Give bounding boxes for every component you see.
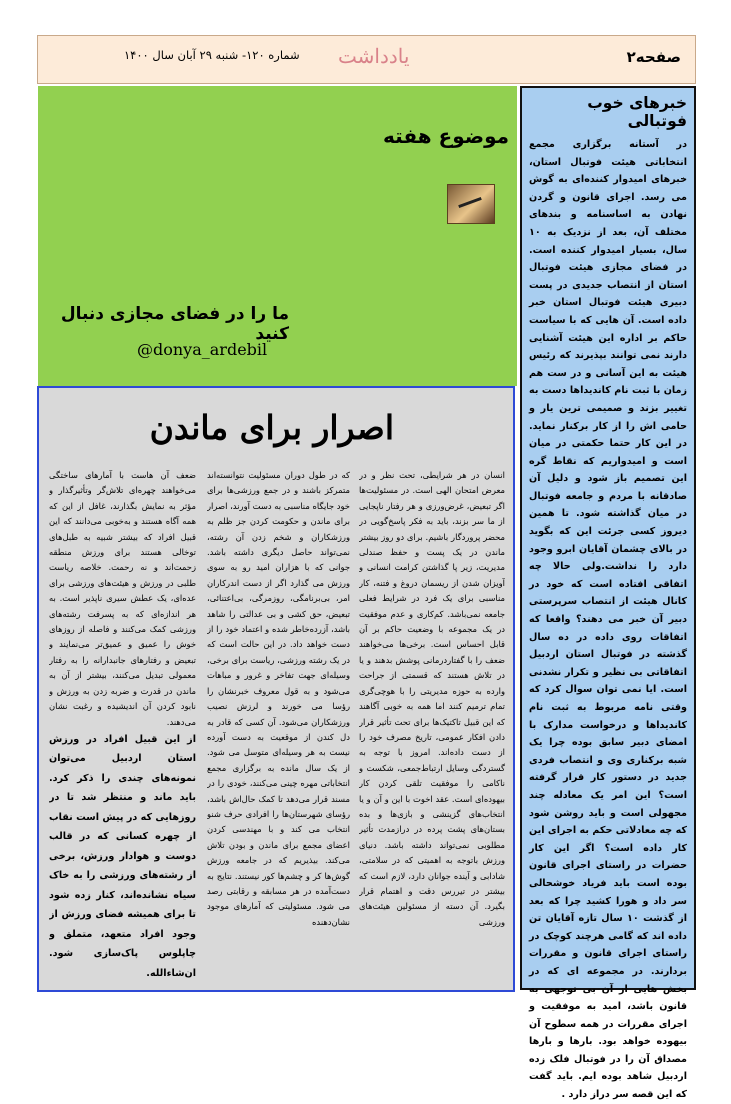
article-box bbox=[37, 386, 515, 992]
sidebar-news-box bbox=[520, 86, 696, 1101]
topic-heading: موضوع هفته bbox=[383, 124, 509, 148]
section-title: یادداشت bbox=[338, 44, 410, 68]
topic-box bbox=[38, 86, 517, 386]
follow-tagline: ما را در فضای مجازی دنبال کنید bbox=[60, 304, 289, 344]
article-column-1-text: انسان در هر شرایطی، تحت نظر و در معرض امتحان الهی است. در مسئولیت‌ها اگر تبعیض، غرض‌ورزی و هر رفتار ناپجایی از ما سر بزند، باید به فکر پاسخ‌گویی در محضر پروردگار باشیم. برای دو روز بیشتر ماندن در یک پست و حفظ صندلی مدیریت، زیر پا گذاشتن کرامت انسانی و آویزان شدن از ریسمان دروغ و فتنه، کار مناسبی برای یک فرد در شرایط فعلی جامعه نمی‌باشد. کم‌کاری و عدم موفقیت در یک مجموعه با وضعیت حاکم بر آن قابل احساس است. برخی‌ها می‌خواهند ضعف را با گفتاردرمانی پوشش بدهند و یا در تلاش هستند که قسمتی از جراحت وارده به حوزه مدیریتی را با هوچی‌گری تمام ترمیم کنند اما همه به خوبی آگاهند که این قبیل تاکتیک‌ها برای تحت تأثیر قرار دادن افکار عمومی، تاریخ مصرف خود را از دست داده‌اند. امروز با توجه به گستردگی وسایل ارتباط‌جمعی، شکست و ناکامی را موفقیت تلقی کردن کار بیهوده‌ای است. عقد اخوت با این و آن و یا انتخاب‌های گزینشی و بازی‌ها و بده بستان‌های پشت پرده در درازمدت تأثیر مطلوبی نمی‌تواند داشته باشد. دنیای ورزش باتوجه به اهمیتی که در سلامتی، شادابی و آینده جوانان دارد، لازم است که بیشتر در تیررس دقت و اهتمام قرار بگیرد. آن دسته از مسئولین هیئت‌های ورزشی bbox=[359, 470, 505, 927]
sidebar-body: در آستانه برگزاری مجمع انتخاباتی هیئت فوتبال استان، خبرهای امیدوار کننده‌ای به گوش می رسد. اجرای قانون و گردن نهادن به اساسنامه و بندهای مختلف آن، بعد از نزدیک به ۱۰ سال، بسیار امیدوار کننده است. در فضای مجازی هیئت فوتبال استان از انتصاب جدیدی در پست دبیری هیئت فوتبال استان خبر داده است. آن هایی که با سیاست حاکم بر اداره این هیئت آشنایی دارند نمی توانند بپذیرند که رئیس هیئت به این آسانی و در ست هم زمان با ثبت نام کاندیداها دست به تغییر بزند و صمیمی ترین یار و حامی اش را از کار برکنار نماید. در این کار حتما حکمتی در میان است و امیدواریم که نقاط گره این تصمیم باز شود و دلیل آن صادقانه با مردم و جامعه فوتبال در میان گذاشته شود. تا همین دیروز کسی جرئت این که بگوید در بالای چشمان آقایان ابرو وجود دارد را نداشت.ولی حالا چه اتفاقی افتاده است که خود در کانال هیئت از انتصاب سرپرستی دبیر آن خبر می دهند؟ واقعا که اتفاقات روی داده در ده سال گذشته در فوتبال استان اردبیل اتفاقاتی بی نظیر و تکرار نشدنی است. ایا نمی توان سوال کرد که وقتی نامه مربوط به ثبت نام کاندیداها و درخواست مدارک با امضای دبیر سابق بوده چرا یک شبه برکناری وی و انتصاب فردی جدید در دستور کار قرار گرفته است؟ این امر یک معادله چند مجهولی است و باید روشن شود که چه معادلاتی حکم به اجرای این کار داده است؟ اگر این کار حضرات در راستای اجرای قانون بوده است باید فریاد خوشحالی سر داد و هورا کشید چرا که بعد از گذشت ۱۰ سال تازه آقایان تن داده اند که گامی هرچند کوچک در راستای اجرای قانون و مقررات بردارند. در مجموعه ای که در بخش هایی از آن بی توجهی به قانون باشد، امید به موفقیت و اجرای مقررات در همه سطوح آن بیهوده خواهد بود. بارها و بارها مصداق آن را در فوتبال فلک زده اردبیل شاهد بوده ایم. باید گفت که این قصه سر دراز دارد . bbox=[529, 139, 688, 1101]
article-column-2-text: که در طول دوران مسئولیت نتوانسته‌اند متمرکز باشند و در جمع ورزشی‌ها برای خود جایگاه مناسبی به دست آورند، اصرار برای ماندن و حکومت کردن جز ظلم به ورزشکاران و شخم زدن آن رشته، نمی‌تواند حاصل دیگری داشته باشد. جوانی که با هزاران امید رو به سوی ورزش می گذارد اگر از دست اندرکاران امر، بی‌برنامگی، روزمرگی، بی‌اعتنائی، تبعیض، حق کشی و بی عدالتی را شاهد باشد، آزرده‌خاطر شده و اعتماد خود را از دست خواهد داد. در این حالت است که در یک رشته ورزشی، ریاست برای برخی، وسیله‌ای جهت تفاخر و غرور و مباهات می‌شود و به قول معروف خبرنشان را رؤسا می خورند و لرزش نصیب ورزشکاران می‌شود. آن کسی که قادر به دل کندن از موقعیت به دست آورده نیست به هر وسیله‌ای متوسل می شود. از یک سال مانده به برگزاری مجمع انتخاباتی مهره چینی می‌کنند، خودی را در مسند قرار می‌دهد تا کمک حال‌اش باشد، رؤسای شهرستان‌ها را افرادی حرف شنو انتخاب می کند و با مهندسی کردن اعضای مجمع برای ماندن و بودن تلاش می‌کند. بیذیریم که در جامعه ورزش گوش‌ها کر و چشم‌ها کور نیستند. نتایج به دست‌آمده در هر مسابقه و رقابتی رصد می شود. مسئولیتی که آمارهای موجود نشان‌دهنده bbox=[207, 470, 350, 927]
pen-writing-image bbox=[447, 184, 495, 224]
article-column-3-bold-text: از این قبیل افراد در ورزش استان اردبیل می‌توان نمونه‌های چندی را ذکر کرد. باید ماند و منتظر شد تا در روزهایی که در پیش است نقاب از چهره کسانی که در قالب دوست و هوادار ورزش، برخی از رشته‌های ورزشی را به خاک سیاه نشانده‌اند، کنار زده شود تا برای همیشه فضای ورزش از وجود افراد متعهد، متملق و چاپلوس پاک‌سازی شود. ان‌شاءالله. bbox=[49, 733, 196, 979]
page-header bbox=[37, 35, 696, 84]
article-column-3 bbox=[49, 468, 196, 988]
social-handle: @donya_ardebil bbox=[137, 340, 268, 359]
article-column-1 bbox=[359, 468, 505, 988]
article-column-3-text: ضعف آن هاست با آمارهای ساختگی می‌خواهند چهره‌ای تلاش‌گر وتأثیرگذار و مؤثر به نمایش بگذارند، غافل از این که همه آگاه هستند و به‌خوبی می‌دانند که این قبیل افراد که بیشتر شبیه به طبل‌های توخالی هستند برای ورزش منطقه زحمت‌اند و نه رحمت. خلاصه ریاست طلبی در ورزش و هیئت‌های ورزشی برای عده‌ای، یک عطش سیری ناپذیر است. به هر اندازه‌ای که به پسرفت رشته‌های ورزشی کمک می‌کنند و فاصله از روزهای خوش را عمیق و عمیق‌تر می‌نمایند و تبعیض و رفتارهای جانبدارانه را به رفتار معمولی تبدیل می‌کنند، بیشتر از آن به ماندن در قدرت و ضربه زدن به ورزش و نابود کردن آن اندیشیده و رغبت نشان می‌دهند. bbox=[49, 470, 196, 727]
article-headline: اصرار برای ماندن bbox=[149, 408, 394, 447]
article-column-2 bbox=[207, 468, 350, 988]
page-number: صفحه۲ bbox=[626, 48, 681, 66]
sidebar-title: خبرهای خوب فوتبالی bbox=[587, 94, 687, 130]
issue-info: شماره ۱۲۰- شنبه ۲۹ آبان سال ۱۴۰۰ bbox=[124, 48, 300, 62]
